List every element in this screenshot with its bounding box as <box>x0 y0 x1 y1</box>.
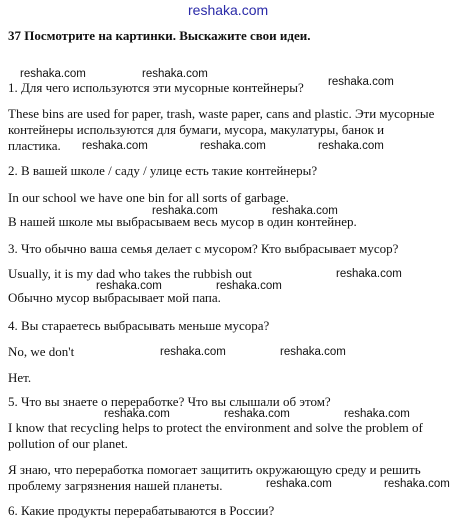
answer-4-ru: Нет. <box>8 370 32 385</box>
exercise-title: 37 Посмотрите на картинки. Выскажите свои идеи. <box>8 28 311 43</box>
watermark: reshaka.com <box>266 478 332 490</box>
watermark: reshaka.com <box>104 408 170 420</box>
watermark: reshaka.com <box>384 478 450 490</box>
answer-3-en: Usually, it is my dad who takes the rubbish out <box>8 266 252 281</box>
top-watermark: reshaka.com <box>188 2 269 18</box>
watermark: reshaka.com <box>216 280 282 292</box>
watermark: reshaka.com <box>82 140 148 152</box>
answer-1-line-2: контейнеры используются для бумаги, мусора, макулатуры, банок и <box>8 122 385 137</box>
watermark: reshaka.com <box>336 268 402 280</box>
answer-5-en-line-1: I know that recycling helps to protect the environment and solve the problem of <box>8 420 423 435</box>
question-2: 2. В вашей школе / саду / улице есть такие контейнеры? <box>8 163 318 178</box>
answer-2-ru: В нашей школе мы выбрасываем весь мусор в один контейнер. <box>8 214 357 229</box>
answer-1-line-1: These bins are used for paper, trash, waste paper, cans and plastic. Эти мусорные <box>8 106 435 121</box>
question-1: 1. Для чего используются эти мусорные контейнеры? <box>8 80 304 95</box>
answer-1-line-3: пластика. <box>8 138 61 153</box>
answer-5-en-line-2: pollution of our planet. <box>8 436 128 451</box>
watermark: reshaka.com <box>160 346 226 358</box>
answer-5-ru-line-1: Я знаю, что переработка помогает защитить окружающую среду и решить <box>8 462 421 477</box>
answer-2-en: In our school we have one bin for all sorts of garbage. <box>8 190 289 205</box>
watermark: reshaka.com <box>20 68 86 80</box>
watermark: reshaka.com <box>96 280 162 292</box>
answer-4-en: No, we don't <box>8 344 75 359</box>
question-3: 3. Что обычно ваша семья делает с мусором? Кто выбрасывает мусор? <box>8 241 399 256</box>
watermark: reshaka.com <box>200 140 266 152</box>
watermark: reshaka.com <box>280 346 346 358</box>
watermark: reshaka.com <box>272 205 338 217</box>
watermark: reshaka.com <box>152 205 218 217</box>
answer-5-ru-line-2: проблему загрязнения нашей планеты. <box>8 478 223 493</box>
watermark: reshaka.com <box>344 408 410 420</box>
watermark: reshaka.com <box>328 76 394 88</box>
question-5: 5. Что вы знаете о переработке? Что вы слышали об этом? <box>8 394 331 409</box>
question-6: 6. Какие продукты перерабатываются в России? <box>8 503 275 518</box>
watermark: reshaka.com <box>318 140 384 152</box>
watermark: reshaka.com <box>224 408 290 420</box>
question-4: 4. Вы стараетесь выбрасывать меньше мусора? <box>8 318 270 333</box>
watermark: reshaka.com <box>142 68 208 80</box>
answer-3-ru: Обычно мусор выбрасывает мой папа. <box>8 290 221 305</box>
